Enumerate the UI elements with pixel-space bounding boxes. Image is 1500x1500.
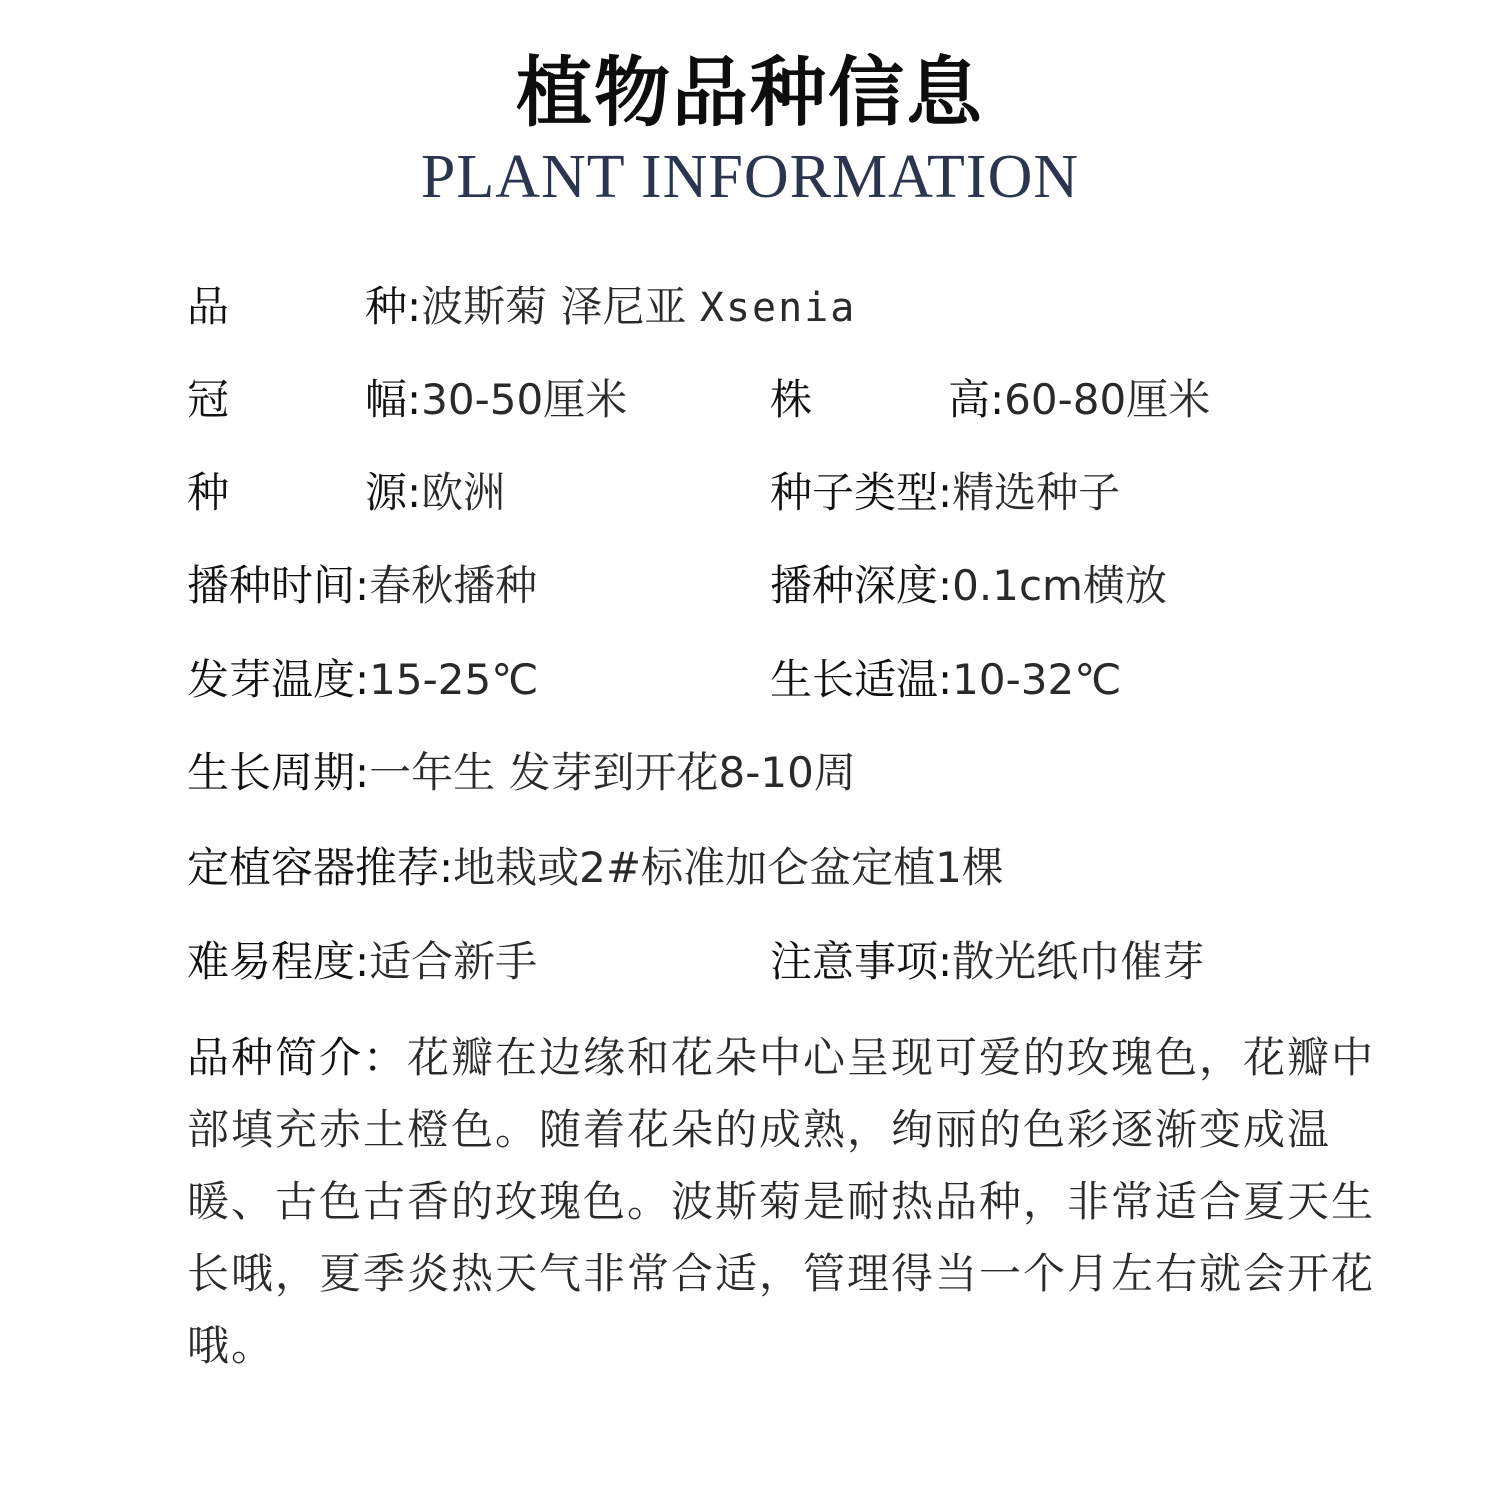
separator: : [407, 282, 422, 331]
field-growth-temp [770, 650, 1121, 710]
field-germination-temp [187, 650, 538, 710]
field-sow-depth [770, 556, 1167, 616]
origin-value: 欧洲 [421, 468, 506, 517]
field-label: 播种时间 [187, 561, 356, 610]
field-label: 注意事项 [770, 937, 939, 986]
field-difficulty [187, 932, 537, 992]
separator: : [938, 561, 953, 610]
variety-latin-value: Xsenia [699, 285, 857, 331]
label-char-2: 幅 [364, 375, 407, 424]
field-label: 生长周期 [187, 748, 356, 797]
sow-depth-value: 0.1cm横放 [952, 561, 1167, 610]
separator: : [407, 375, 422, 424]
field-crown [187, 370, 627, 430]
growth-cycle-value: 一年生 发芽到开花8-10周 [369, 748, 856, 797]
label-char-1: 冠 [187, 375, 230, 424]
label-char-1: 株 [770, 375, 813, 424]
separator: : [355, 561, 370, 610]
separator: : [355, 937, 370, 986]
label-char-2: 种 [364, 282, 407, 331]
crown-value: 30-50厘米 [421, 375, 628, 424]
germination-temp-value: 15-25℃ [369, 655, 539, 704]
field-label [187, 370, 407, 430]
height-value: 60-80厘米 [1004, 375, 1211, 424]
separator: : [938, 655, 953, 704]
field-height [770, 370, 1210, 430]
label-char-1: 种 [187, 468, 230, 517]
field-label: 难易程度 [187, 937, 356, 986]
field-label: 播种深度 [770, 561, 939, 610]
intro-text: 花瓣在边缘和花朵中心呈现可爱的玫瑰色，花瓣中部填充赤土橙色。随着花朵的成熟，绚丽的色彩逐渐变成温暖、古色古香的玫瑰色。波斯菊是耐热品种，非常适合夏天生长哦，夏季炎热天气非常合适，管理得当一个月左右就会开花哦。 [187, 1033, 1376, 1370]
field-label [187, 463, 407, 523]
field-origin [187, 463, 505, 523]
difficulty-value: 适合新手 [369, 937, 538, 986]
page-title: 植物品种信息 [516, 48, 984, 137]
intro-label: 品种简介： [187, 1033, 408, 1082]
label-char-2: 源 [364, 468, 407, 517]
separator: : [355, 655, 370, 704]
seed-type-value: 精选种子 [952, 468, 1121, 517]
label-char-1: 品 [187, 282, 230, 331]
separator: : [439, 843, 454, 892]
separator: : [938, 937, 953, 986]
field-container [187, 838, 1004, 898]
field-label: 种子类型 [770, 468, 939, 517]
separator: : [407, 468, 422, 517]
field-growth-cycle [187, 743, 856, 803]
label-char-2: 高 [947, 375, 990, 424]
field-sow-time [187, 556, 537, 616]
sow-time-value: 春秋播种 [369, 561, 538, 610]
field-label [187, 277, 407, 337]
field-label: 定植容器推荐 [187, 843, 440, 892]
field-label: 发芽温度 [187, 655, 356, 704]
field-label [770, 370, 990, 430]
growth-temp-value: 10-32℃ [952, 655, 1122, 704]
separator: : [990, 375, 1005, 424]
container-value: 地栽或2#标准加仑盆定植1棵 [453, 843, 1004, 892]
separator: : [355, 748, 370, 797]
variety-introduction [187, 1022, 1387, 1382]
field-notes [770, 932, 1204, 992]
field-seed-type [770, 463, 1120, 523]
field-label: 生长适温 [770, 655, 939, 704]
field-variety [187, 277, 856, 337]
notes-value: 散光纸巾催芽 [952, 937, 1205, 986]
page-subtitle: PLANT INFORMATION [420, 143, 1080, 211]
separator: : [938, 468, 953, 517]
variety-value: 波斯菊 泽尼亚 [421, 282, 700, 331]
